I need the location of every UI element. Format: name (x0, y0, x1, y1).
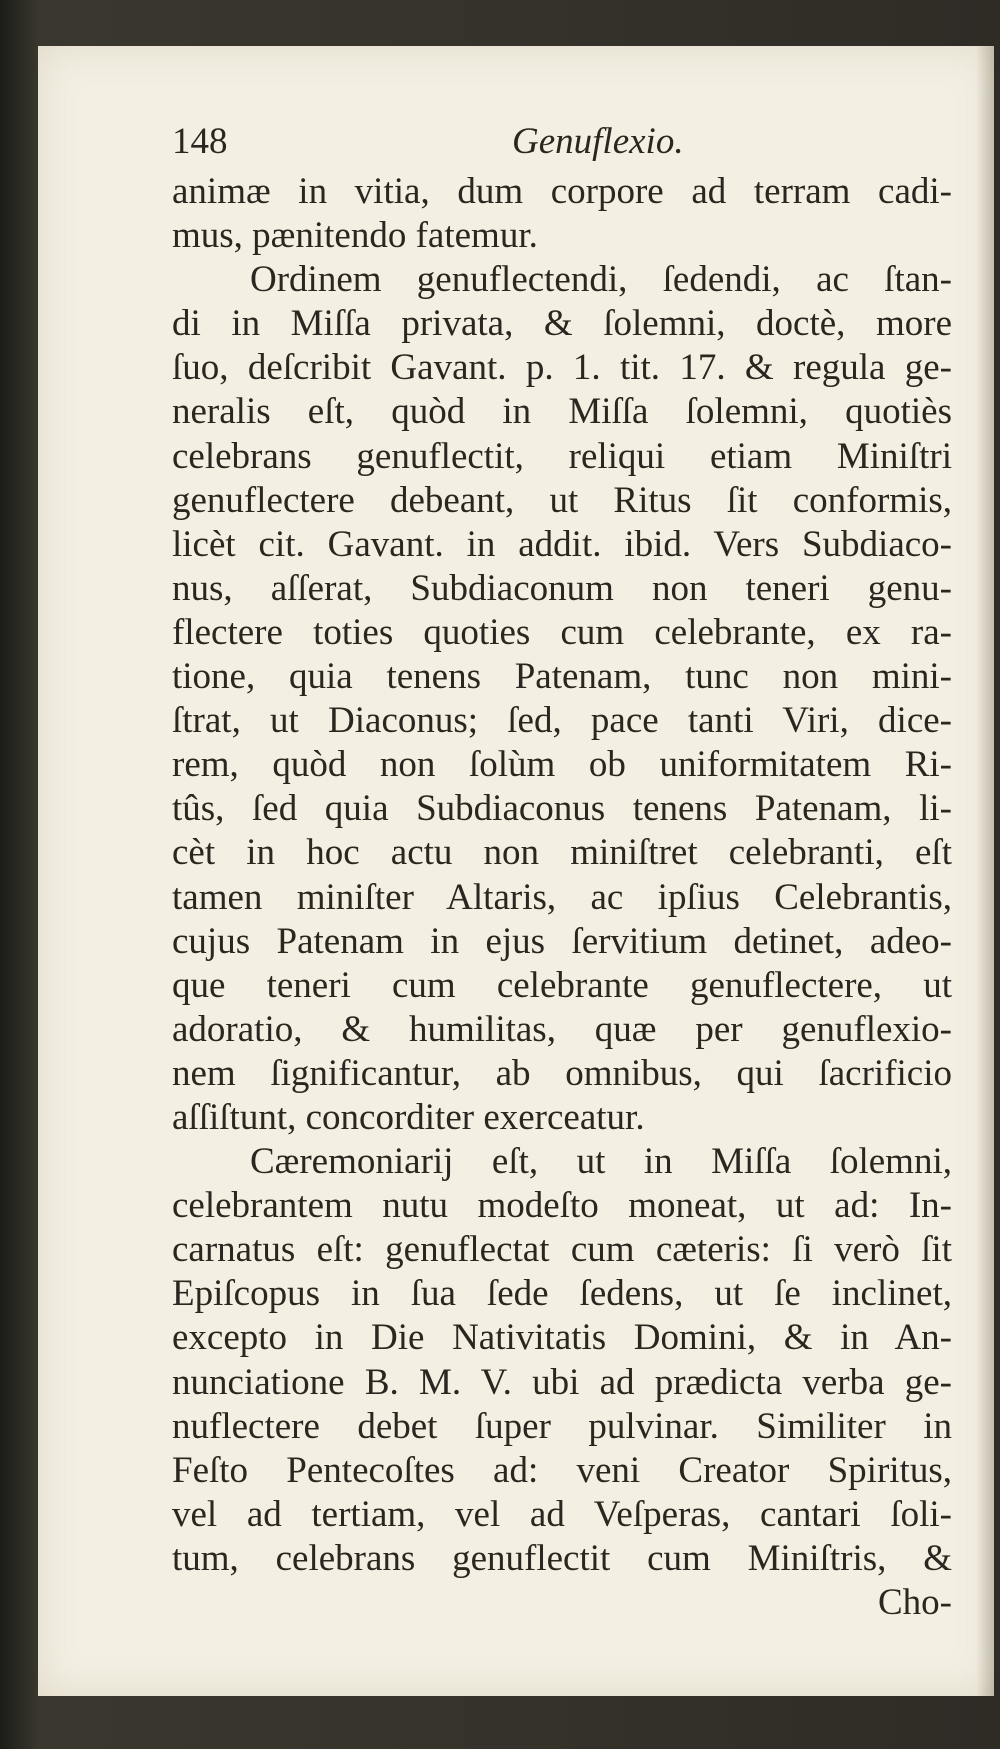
page-header (172, 120, 952, 168)
text-line: nuflectere debet ſuper pulvinar. Similiter in (172, 1405, 952, 1447)
text-line: Ordinem genuflectendi, ſedendi, ac ſtan- (250, 259, 952, 301)
text-line: celebrantem nutu modeſto moneat, ut ad: In- (172, 1185, 952, 1227)
text-line: flectere toties quoties cum celebrante, ex ra- (172, 611, 952, 653)
text-line: cèt in hoc actu non miniſtret celebranti, eſt (172, 832, 952, 874)
text-line: nunciatione B. M. V. ubi ad prædicta verba ge- (172, 1361, 952, 1403)
page-edge-shadow (976, 46, 994, 1696)
text-line: mus, pænitendo fatemur. (172, 215, 538, 257)
text-line: tûs, ſed quia Subdiaconus tenens Patenam, li- (172, 788, 952, 830)
text-line: tione, quia tenens Patenam, tunc non mini- (172, 656, 952, 698)
text-line: nem ſignificantur, ab omnibus, qui ſacrificio (172, 1052, 952, 1094)
text-line: carnatus eſt: genuflectat cum cæteris: ſi verò ſit (172, 1229, 952, 1271)
text-line: nus, aſſerat, Subdiaconum non teneri genu- (172, 567, 952, 609)
text-line: tamen miniſter Altaris, ac ipſius Celebrantis, (172, 876, 952, 918)
text-line: rem, quòd non ſolùm ob uniformitatem Ri- (172, 744, 952, 786)
text-line: licèt cit. Gavant. in addit. ibid. Vers Subdiaco- (172, 523, 952, 565)
text-line: di in Miſſa privata, & ſolemni, doctè, more (172, 303, 952, 345)
text-line: Feſto Pentecoſtes ad: veni Creator Spiritus, (172, 1449, 952, 1491)
text-line: ſtrat, ut Diaconus; ſed, pace tanti Viri, dice- (172, 700, 952, 742)
text-line: cujus Patenam in ejus ſervitium detinet, adeo- (172, 920, 952, 962)
text-line: Cæremoniarij eſt, ut in Miſſa ſolemni, (250, 1141, 952, 1183)
text-line: ſuo, deſcribit Gavant. p. 1. tit. 17. & regula ge- (172, 347, 952, 389)
text-line: excepto in Die Nativitatis Domini, & in An- (172, 1317, 952, 1359)
body-text (172, 170, 952, 1625)
text-line: genuflectere debeant, ut Ritus ſit conformis, (172, 479, 952, 521)
text-line: aſſiſtunt, concorditer exerceatur. (172, 1096, 645, 1138)
text-line: Epiſcopus in ſua ſede ſedens, ut ſe inclinet, (172, 1273, 952, 1315)
text-line: tum, celebrans genuflectit cum Miniſtris, & (172, 1537, 952, 1579)
page-number: 148 (172, 121, 228, 162)
text-line: celebrans genuflectit, reliqui etiam Miniſtri (172, 435, 952, 477)
text-line: vel ad tertiam, vel ad Veſperas, cantari ſoli- (172, 1493, 952, 1535)
running-head: Genuflexio. (512, 121, 684, 162)
text-line: adoratio, & humilitas, quæ per genuflexio- (172, 1008, 952, 1050)
text-line: animæ in vitia, dum corpore ad terram cadi- (172, 171, 952, 212)
catchword: Cho- (878, 1582, 952, 1623)
text-line: que teneri cum celebrante genuflectere, ut (172, 964, 952, 1006)
text-line: neralis eſt, quòd in Miſſa ſolemni, quotiès (172, 391, 952, 433)
